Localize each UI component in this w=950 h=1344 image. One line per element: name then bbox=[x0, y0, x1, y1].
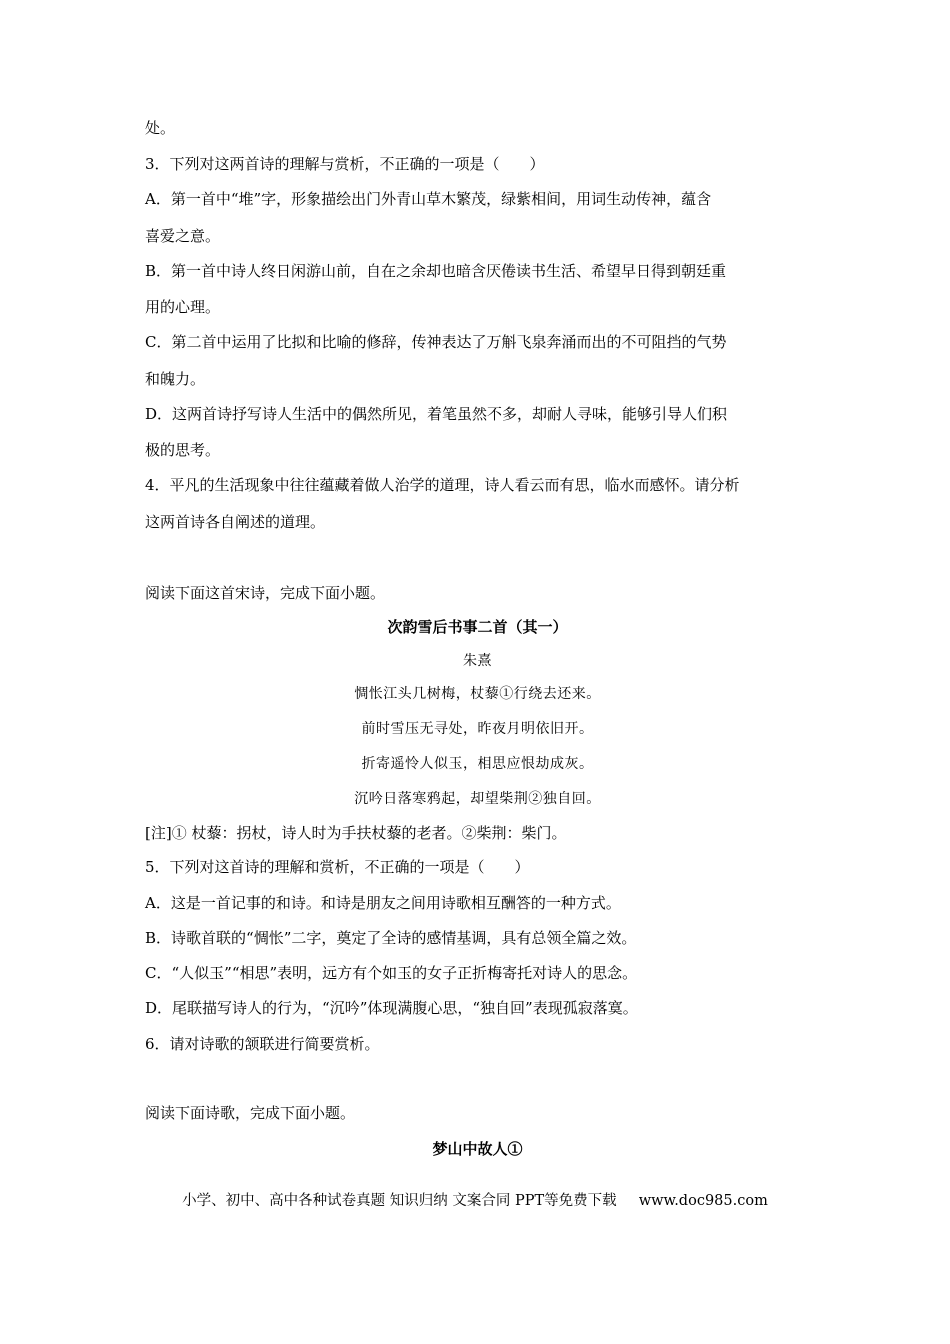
paragraph-tail: 处。 bbox=[145, 119, 176, 137]
question-4-stem-cont: 这两首诗各自阐述的道理。 bbox=[145, 513, 326, 531]
question-3-option-d-cont: 极的思考。 bbox=[145, 441, 221, 459]
poem-title: 次韵雪后书事二首（其一） bbox=[387, 618, 568, 636]
question-5-stem: 5．下列对这首诗的理解和赏析，不正确的一项是（ ） bbox=[145, 858, 530, 876]
footer-text: 小学、初中、高中各种试卷真题 知识归纳 文案合同 PPT等免费下载 bbox=[182, 1193, 617, 1209]
poem-title-2: 梦山中故人① bbox=[432, 1140, 523, 1158]
question-3-option-c-cont: 和魄力。 bbox=[145, 370, 206, 388]
question-5-option-b: B．诗歌首联的“惆怅”二字，奠定了全诗的感情基调，具有总领全篇之效。 bbox=[145, 929, 637, 947]
question-5-option-d: D．尾联描写诗人的行为，“沉吟”体现满腹心思，“独自回”表现孤寂落寞。 bbox=[145, 999, 638, 1017]
question-6-stem: 6．请对诗歌的颔联进行简要赏析。 bbox=[145, 1035, 380, 1053]
poem-line-3: 折寄遥怜人似玉，相思应恨劫成灰。 bbox=[361, 756, 594, 772]
page-footer bbox=[0, 1191, 950, 1211]
question-3-stem: 3．下列对这两首诗的理解与赏析，不正确的一项是（ ） bbox=[145, 155, 545, 173]
question-3-option-b-cont: 用的心理。 bbox=[145, 298, 221, 316]
footer-url[interactable]: www.doc985.com bbox=[638, 1193, 768, 1209]
poem-line-4: 沉吟日落寒鸦起，却望柴荆②独自回。 bbox=[354, 791, 601, 807]
poem-note: [注]① 杖藜：拐杖，诗人时为手扶杖藜的老者。②柴荆：柴门。 bbox=[145, 824, 567, 842]
question-5-option-c: C．“人似玉”“相思”表明，远方有个如玉的女子正折梅寄托对诗人的思念。 bbox=[145, 964, 638, 982]
question-3-option-c: C．第二首中运用了比拟和比喻的修辞，传神表达了万斛飞泉奔涌而出的不可阻挡的气势 bbox=[145, 333, 727, 351]
reading-intro-poem: 阅读下面诗歌，完成下面小题。 bbox=[145, 1104, 356, 1122]
question-4-stem: 4．平凡的生活现象中往往蕴藏着做人治学的道理，诗人看云而有思，临水而感怀。请分析 bbox=[145, 476, 740, 494]
poem-line-1: 惆怅江头几树梅，杖藜①行绕去还来。 bbox=[354, 686, 601, 702]
question-3-option-b: B．第一首中诗人终日闲游山前，自在之余却也暗含厌倦读书生活、希望早日得到朝廷重 bbox=[145, 262, 727, 280]
question-3-option-a-cont: 喜爱之意。 bbox=[145, 227, 221, 245]
question-3-option-a: A．第一首中“堆”字，形象描绘出门外青山草木繁茂，绿紫相间，用词生动传神，蕴含 bbox=[145, 190, 712, 208]
poem-author: 朱熹 bbox=[463, 653, 492, 669]
reading-intro-song-poem: 阅读下面这首宋诗，完成下面小题。 bbox=[145, 584, 386, 602]
poem-line-2: 前时雪压无寻处，昨夜月明依旧开。 bbox=[361, 721, 594, 737]
question-3-option-d: D．这两首诗抒写诗人生活中的偶然所见，着笔虽然不多，却耐人寻味，能够引导人们积 bbox=[145, 405, 728, 423]
question-5-option-a: A．这是一首记事的和诗。和诗是朋友之间用诗歌相互酬答的一种方式。 bbox=[145, 894, 621, 912]
